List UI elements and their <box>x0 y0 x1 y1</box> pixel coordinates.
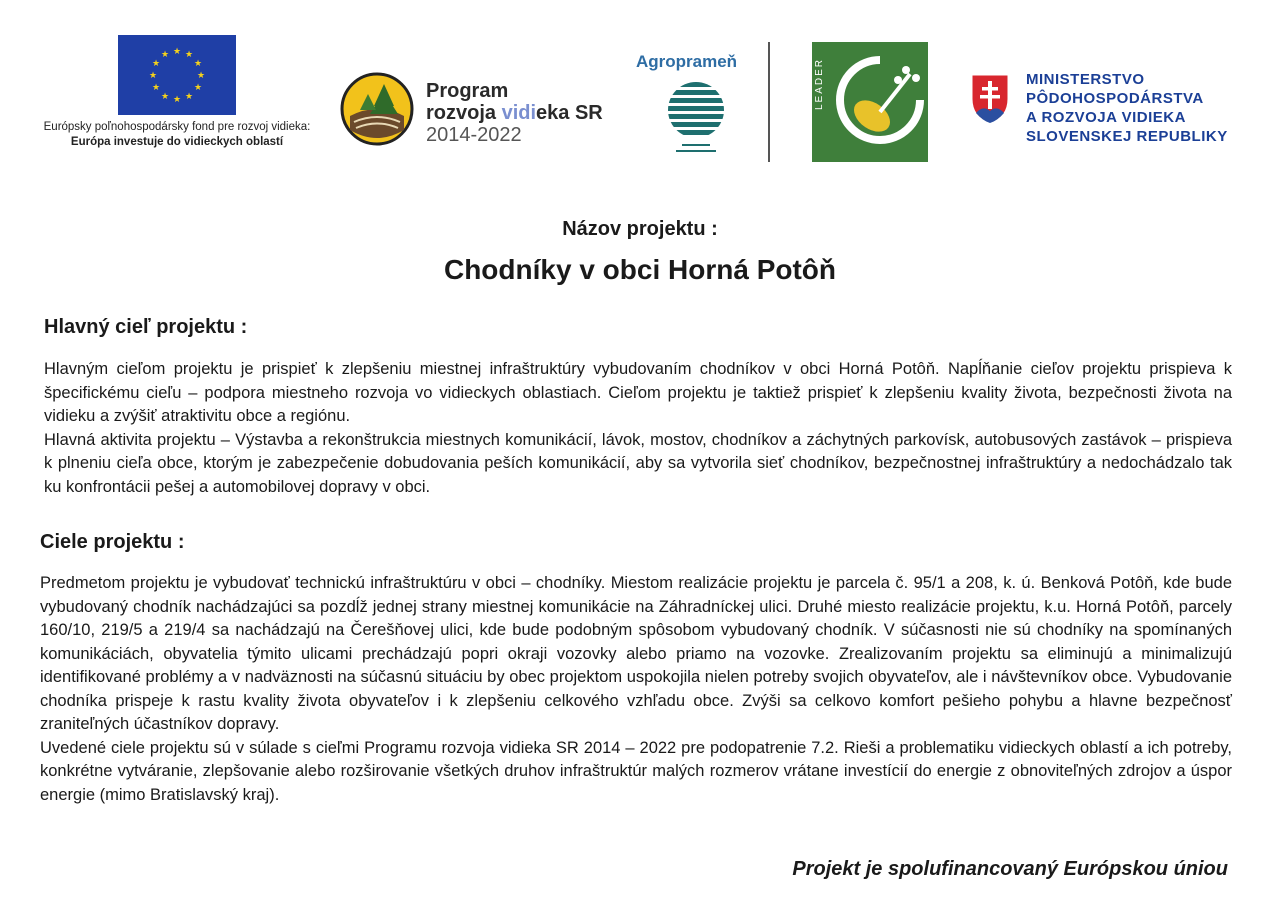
goals-heading: Ciele projektu : <box>40 531 185 553</box>
slovak-coat-of-arms-icon <box>970 73 1010 125</box>
main-goal-heading: Hlavný cieľ projektu : <box>44 316 248 338</box>
main-goal-paragraph: Hlavným cieľom projektu je prispieť k zlepšeniu miestnej infraštruktúry vybudovaním chodníkov v obci Horná Potôň. Napĺňanie cieľov projektu prispieva k špecifickému cieľu – podpora miestneho rozvoja vo vidieckych oblastiach. Cieľom projektu je taktiež prispieť k zlepšeniu kvality života, bezpečnosti života na vidieku a zvýšiť atraktivitu obce a regiónu. <box>44 360 1232 425</box>
project-title: Chodníky v obci Horná Potôň <box>443 254 836 285</box>
ministry-line1: MINISTERSTVO <box>1026 71 1145 88</box>
eu-caption <box>24 120 330 150</box>
goals-paragraph: Predmetom projektu je vybudovať technickú infraštruktúru v obci – chodníky. Miestom realizácie projektu je parcela č. 95/1 a 208, k. ú. Benková Potôň, kde bude vybudovaný chodník nachádzajúci sa pozdĺž jednej strany miestnej komunikácie na Záhradníckej ulici. Druhé miesto realizácie projektu, k.u. Horná Potôň, parcely 160/10, 219/5 a 219/4 sa nachádzajú na Čerešňovej ulici, kde bude podobným spôsobom vybudovaný chodník. V súčasnosti nie sú chodníky na spomínaných komunikáciách, obyvatelia týmito ulicami prechádzajú popri okraji vozovky alebo priamo na vozovke. Zrealizovaním projektu sa eliminujú a minimalizujú identifikované problémy a v nadväznosti na súčasnú situáciu by obec projektom uspokojila nielen potreby svojich obyvateľov, ale i návštevníkov obce. Vybudovanie chodníka prispeje k rastu kvality života obyvateľov i k zlepšeniu celkového vzhľadu obce. Zvýši sa celkovo komfort pešieho pohybu a hlavne bezpečnosť zraniteľných účastníkov dopravy. <box>40 574 1232 733</box>
eu-stars-icon <box>118 35 236 115</box>
prv-line1: Program <box>426 80 509 102</box>
main-goal-paragraph: Hlavná aktivita projektu – Výstavba a rekonštrukcia miestnych komunikácií, lávok, mostov, chodníkov a záchytných parkovísk, autobusových zastávok – prispieva k plneniu cieľa obce, ktorým je zabezpečenie dobudovania peších komunikácií, aby sa vytvorila sieť chodníkov, bezpečnostnej infraštruktúry a nedochádzalo tak ku konfrontácii pešej a automobilovej dopravy v obci. <box>44 430 1232 496</box>
ministry-line2: PÔDOHOSPODÁRSTVA <box>1026 90 1204 107</box>
svg-text:★: ★ <box>151 83 161 93</box>
agropramen-logo <box>620 42 770 162</box>
svg-text:★: ★ <box>151 59 161 69</box>
prv-line2-post: eka SR <box>536 102 603 124</box>
svg-text:★: ★ <box>193 83 203 93</box>
ministry-line4: SLOVENSKEJ REPUBLIKY <box>1026 128 1228 145</box>
prv-line2-pre: rozvoja <box>426 102 502 124</box>
svg-text:★: ★ <box>184 92 194 102</box>
logo-header <box>0 0 1280 185</box>
svg-text:★: ★ <box>172 47 182 57</box>
svg-text:★: ★ <box>160 92 170 102</box>
prv-years: 2014-2022 <box>426 124 522 146</box>
eu-caption-line2: Európa investuje do vidieckych oblastí <box>70 136 284 148</box>
svg-text:★: ★ <box>184 50 194 60</box>
eu-caption-line1: Európsky poľnohospodársky fond pre rozvoj vidieka: <box>43 121 311 133</box>
ministry-line3: A ROZVOJA VIDIEKA <box>1026 109 1186 126</box>
ministry-text <box>1026 70 1266 146</box>
goals-text <box>40 572 1232 807</box>
eu-flag-logo <box>118 35 236 115</box>
svg-text:★: ★ <box>196 71 206 81</box>
main-goal-text <box>44 358 1232 499</box>
prv-text <box>426 80 603 146</box>
leader-emblem-icon <box>836 52 924 152</box>
prv-line2 <box>426 102 603 124</box>
svg-text:★: ★ <box>172 95 182 105</box>
project-name-label: Názov projektu : <box>562 218 718 240</box>
agropramen-globe-icon <box>666 80 726 160</box>
svg-text:★: ★ <box>148 71 158 81</box>
goals-paragraph: Uvedené ciele projektu sú v súlade s cieľmi Programu rozvoja vidieka SR 2014 – 2022 pre podopatrenie 7.2. Rieši a problematiku vidieckych oblastí a ich potreby, konkrétne vytváranie, zlepšovanie alebo rozširovanie všetkých druhov infraštruktúr malých rozmerov vrátane investícií do energie z obnoviteľných zdrojov a úspor energie (mimo Bratislavský kraj). <box>40 738 1232 804</box>
prv-emblem-logo <box>340 72 414 146</box>
agropramen-name: Agroprameň <box>636 52 738 71</box>
svg-text:★: ★ <box>193 59 203 69</box>
svg-text:★: ★ <box>160 50 170 60</box>
leader-word: LEADER <box>814 58 825 111</box>
prv-line2-vi: vidi <box>501 102 537 124</box>
cofinancing-note: Projekt je spolufinancovaný Európskou úniou <box>792 858 1228 880</box>
leader-logo <box>812 42 928 162</box>
